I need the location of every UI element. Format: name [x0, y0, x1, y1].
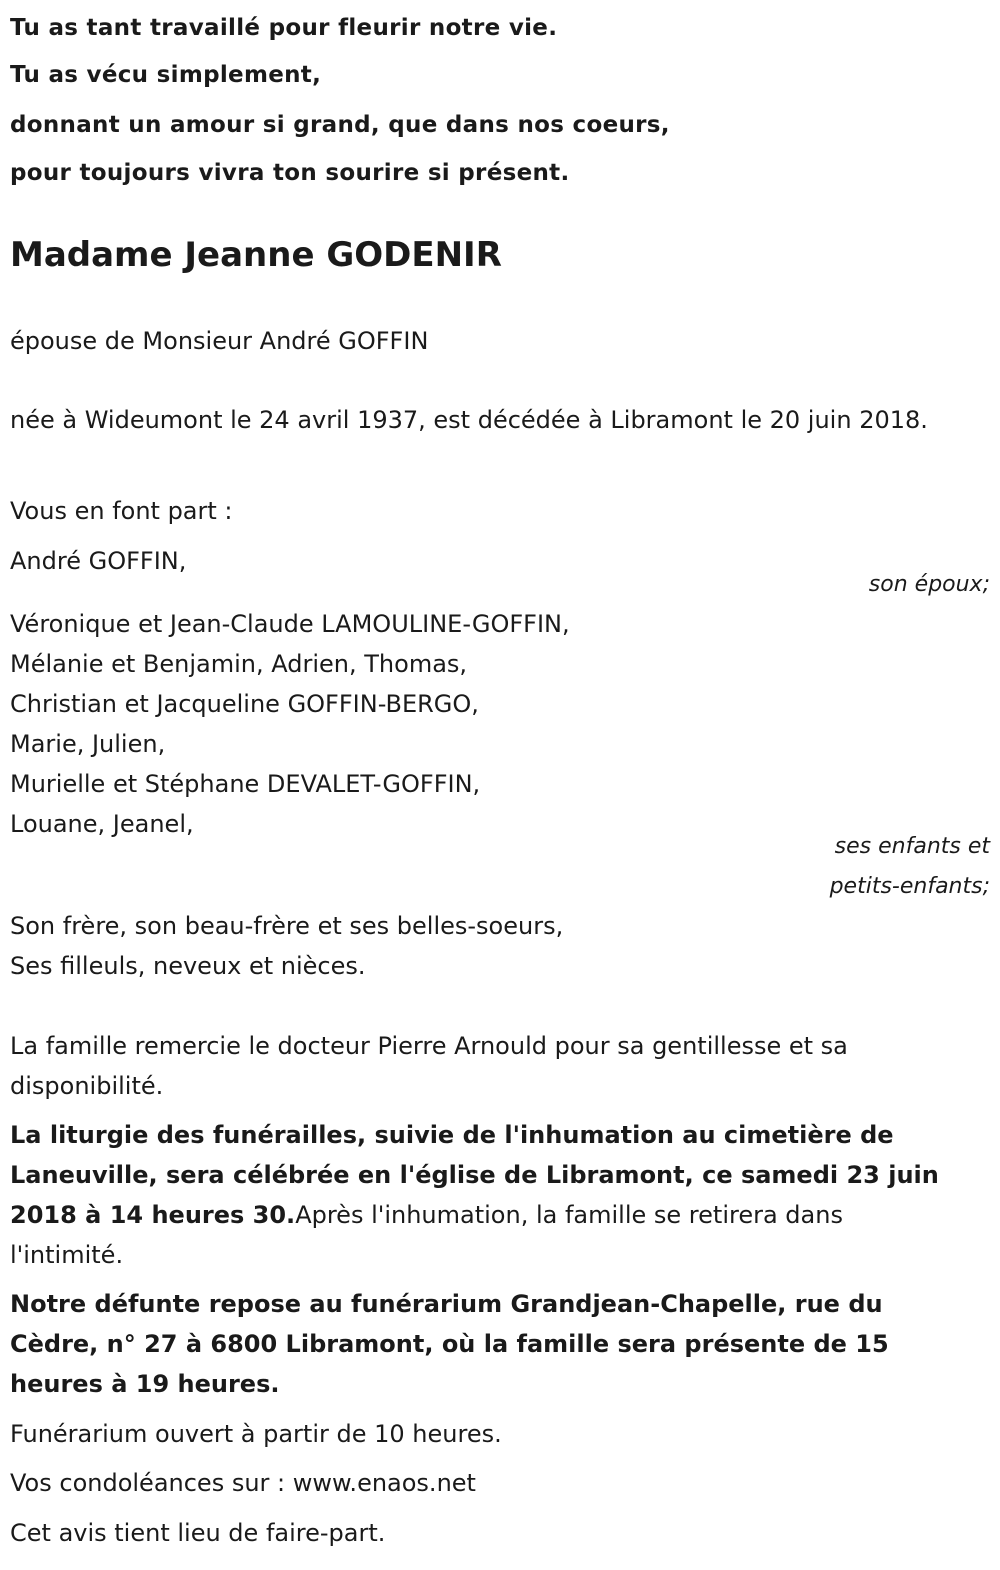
poem-line: donnant un amour si grand, que dans nos coeurs,: [10, 112, 670, 138]
husband-role: son époux;: [868, 572, 990, 597]
thanks: La famille remercie le docteur Pierre Arnould pour sa gentillesse et sa disponibilité.: [10, 1032, 848, 1100]
deceased-name: Madame Jeanne GODENIR: [10, 235, 502, 275]
liturgy-after: Après l'inhumation, la famille se retirera dans l'intimité.: [10, 1201, 843, 1269]
funerarium-hours: Funérarium ouvert à partir de 10 heures.: [10, 1420, 502, 1448]
liturgy: [10, 1115, 940, 1275]
list-item: Christian et Jacqueline GOFFIN-BERGO,: [10, 690, 479, 718]
birth-death: née à Wideumont le 24 avril 1937, est décédée à Libramont le 20 juin 2018.: [10, 406, 928, 434]
list-item: Marie, Julien,: [10, 730, 166, 758]
husband: André GOFFIN,: [10, 547, 187, 575]
list-item: Son frère, son beau-frère et ses belles-soeurs,: [10, 912, 564, 940]
list-item: Louane, Jeanel,: [10, 810, 194, 838]
list-item: Mélanie et Benjamin, Adrien, Thomas,: [10, 650, 468, 678]
list-item: Ses filleuls, neveux et nièces.: [10, 952, 366, 980]
rest-place: Notre défunte repose au funérarium Grandjean-Chapelle, rue du Cèdre, n° 27 à 6800 Libramont, où la famille sera présente de 15 heures à 19 heures.: [10, 1290, 889, 1398]
role-line: ses enfants et: [834, 834, 990, 859]
condolences: Vos condoléances sur : www.enaos.net: [10, 1469, 476, 1497]
role-line: petits-enfants;: [829, 874, 990, 899]
other-family: [10, 906, 990, 986]
poem-line: Tu as tant travaillé pour fleurir notre vie.: [10, 15, 558, 41]
announce: Vous en font part :: [10, 497, 233, 525]
children-role: [830, 827, 990, 907]
children-list: [10, 604, 990, 844]
liturgy-details: La liturgie des funérailles, suivie de l'inhumation au cimetière de Laneuville, sera célébrée en l'église de Libramont, ce samedi 23 juin 2018 à 14 heures 30.: [10, 1121, 939, 1229]
notice: Cet avis tient lieu de faire-part.: [10, 1519, 386, 1547]
poem-line: pour toujours vivra ton sourire si présent.: [10, 160, 570, 186]
spouse-line: épouse de Monsieur André GOFFIN: [10, 327, 429, 355]
list-item: Véronique et Jean-Claude LAMOULINE-GOFFIN,: [10, 610, 570, 638]
list-item: Murielle et Stéphane DEVALET-GOFFIN,: [10, 770, 481, 798]
poem-line: Tu as vécu simplement,: [10, 62, 322, 88]
